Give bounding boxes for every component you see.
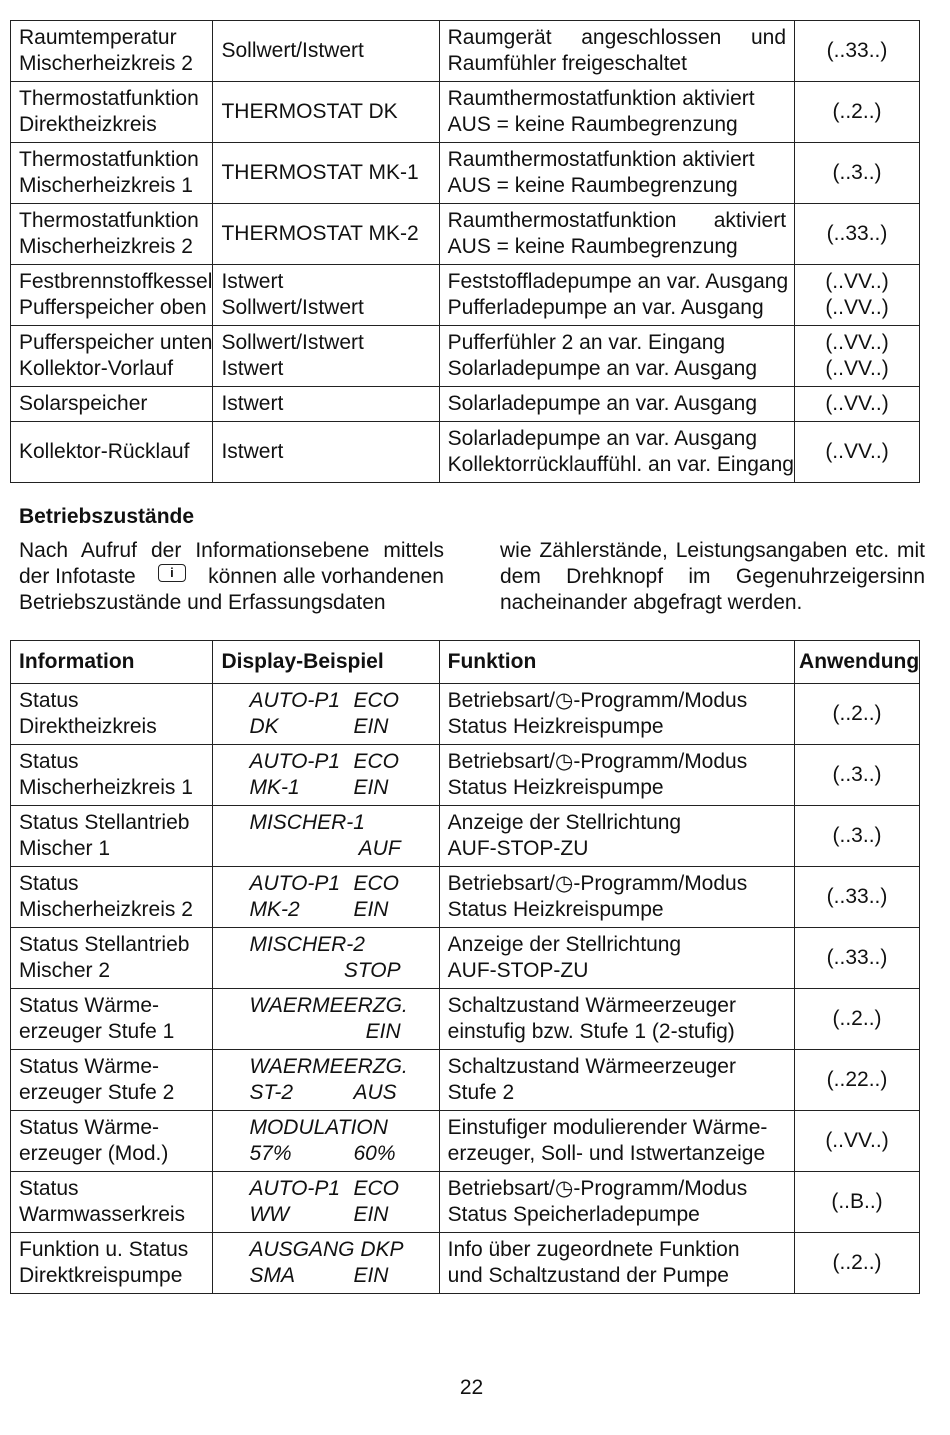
display-line: [249, 993, 430, 1019]
function-cell: [439, 143, 794, 204]
cell-line: Raumtemperatur: [19, 26, 177, 49]
display-cell: [213, 422, 439, 483]
function-cell: [439, 82, 794, 143]
cell-line: Raumthermostatfunktion aktiviert: [447, 209, 787, 232]
display-example-cell: [213, 1050, 439, 1111]
cell-line: Status: [19, 872, 79, 895]
cell-line: Solarladepumpe an var. Ausgang: [447, 357, 758, 380]
cell-line: Solarspeicher: [19, 392, 148, 415]
cell-line: Direktheizkreis: [19, 715, 157, 738]
application-cell: [795, 82, 920, 143]
table-row: [11, 82, 920, 143]
header-display-example: Display-Beispiel: [213, 641, 439, 684]
cell-line: Status: [19, 689, 79, 712]
display-example-cell: [213, 867, 439, 928]
intro-paragraph-left: [19, 538, 444, 616]
cell-line: Mischerheizkreis 1: [19, 776, 193, 799]
display-value: AUSGANG DKP: [249, 1238, 404, 1261]
cell-line: (..VV..): [825, 440, 889, 463]
display-value: DK: [249, 715, 279, 738]
application-cell: [795, 387, 920, 422]
table-row: [11, 806, 920, 867]
function-cell: [439, 21, 794, 82]
cell-line: einstufig bzw. Stufe 1 (2-stufig): [447, 1020, 735, 1043]
cell-line: Istwert: [221, 392, 284, 415]
display-value: WAERMEERZG.: [249, 1055, 408, 1078]
function-cell: [439, 989, 794, 1050]
cell-line: Schaltzustand Wärmeerzeuger: [447, 1055, 736, 1078]
cell-line: Funktion u. Status: [19, 1238, 189, 1261]
paragraph-line: [19, 564, 444, 590]
cell-line: Status Wärme-: [19, 994, 160, 1017]
cell-line: Betriebsart/◷-Programm/Modus: [447, 1177, 748, 1200]
function-cell: [439, 1050, 794, 1111]
cell-line: Istwert: [221, 357, 284, 380]
cell-line: Mischerheizkreis 2: [19, 52, 193, 75]
application-cell: (..33..): [795, 867, 920, 928]
cell-line: Direktkreispumpe: [19, 1264, 183, 1287]
cell-line: (..VV..): [825, 357, 889, 380]
display-line: [249, 1176, 430, 1202]
display-value: ECO: [353, 689, 399, 712]
info-cell: [11, 684, 213, 745]
paragraph-line: nacheinander abgefragt werden.: [500, 591, 803, 614]
display-value: EIN: [353, 776, 389, 799]
display-example-cell: [213, 806, 439, 867]
cell-line: Raumthermostatfunktion aktiviert: [447, 148, 755, 171]
info-cell: [11, 326, 213, 387]
cell-line: Pufferfühler 2 an var. Eingang: [447, 331, 726, 354]
cell-line: Thermostatfunktion: [19, 148, 199, 171]
application-cell: [795, 143, 920, 204]
cell-line: Status Wärme-: [19, 1116, 160, 1139]
cell-line: und Schaltzustand der Pumpe: [447, 1264, 729, 1287]
cell-line: Pufferspeicher oben: [19, 296, 207, 319]
application-cell: [795, 265, 920, 326]
info-cell: [11, 143, 213, 204]
display-line: [249, 1237, 430, 1263]
cell-line: (..33..): [826, 39, 888, 62]
display-example-cell: [213, 928, 439, 989]
table-row: [11, 989, 920, 1050]
paragraph-line: Nach Aufruf der Informationsebene mittels: [19, 539, 444, 562]
cell-line: Betriebsart/◷-Programm/Modus: [447, 750, 748, 773]
application-cell: [795, 204, 920, 265]
display-value: AUTO-P1: [249, 1177, 341, 1200]
cell-line: Betriebsart/◷-Programm/Modus: [447, 872, 748, 895]
cell-line: AUF-STOP-ZU: [447, 959, 589, 982]
cell-line: Istwert: [221, 270, 284, 293]
application-cell: (..2..): [795, 989, 920, 1050]
application-cell: [795, 422, 920, 483]
display-example-cell: [213, 1233, 439, 1294]
table-row: [11, 928, 920, 989]
info-cell: [11, 1050, 213, 1111]
info-cell: [11, 806, 213, 867]
cell-line: Mischerheizkreis 2: [19, 235, 193, 258]
function-cell: [439, 806, 794, 867]
display-line: [249, 1019, 430, 1045]
cell-line: Schaltzustand Wärmeerzeuger: [447, 994, 736, 1017]
cell-line: Mischer 1: [19, 837, 111, 860]
display-value: MK-1: [249, 776, 300, 799]
table-row: [11, 1050, 920, 1111]
application-cell: (..B..): [795, 1172, 920, 1233]
display-value: MISCHER-2: [249, 933, 365, 956]
display-value: 60%: [353, 1142, 396, 1165]
info-cell: [11, 989, 213, 1050]
cell-line: Status Heizkreispumpe: [447, 715, 664, 738]
display-line: [249, 1263, 430, 1289]
display-value: AUTO-P1: [249, 689, 341, 712]
display-example-cell: [213, 1172, 439, 1233]
status-table: [10, 640, 920, 1294]
cell-line: Direktheizkreis: [19, 113, 157, 136]
cell-line: (..VV..): [825, 331, 889, 354]
application-cell: (..2..): [795, 684, 920, 745]
header-function: Funktion: [439, 641, 794, 684]
display-value: EIN: [353, 1203, 389, 1226]
cell-line: Istwert: [221, 440, 284, 463]
status-table-body: [11, 684, 920, 1294]
display-line: [249, 1080, 430, 1106]
display-example-cell: [213, 1111, 439, 1172]
display-line: [249, 1141, 430, 1167]
status-table-header-row: [11, 641, 920, 684]
cell-line: Betriebsart/◷-Programm/Modus: [447, 689, 748, 712]
cell-line: Sollwert/Istwert: [221, 331, 364, 354]
cell-line: Status: [19, 750, 79, 773]
cell-line: Solarladepumpe an var. Ausgang: [447, 427, 758, 450]
info-cell: [11, 1233, 213, 1294]
display-value: MISCHER-1: [249, 811, 365, 834]
function-cell: [439, 684, 794, 745]
display-line: [249, 836, 430, 862]
display-value: SMA: [249, 1264, 295, 1287]
info-cell: [11, 21, 213, 82]
display-line: [249, 688, 430, 714]
table-row: [11, 265, 920, 326]
application-cell: (..VV..): [795, 1111, 920, 1172]
display-line: [249, 871, 430, 897]
cell-line: THERMOSTAT DK: [221, 100, 398, 123]
info-key-icon: i: [158, 564, 186, 582]
cell-line: Kollektor-Vorlauf: [19, 357, 174, 380]
cell-line: Status Stellantrieb: [19, 933, 190, 956]
info-cell: [11, 1172, 213, 1233]
cell-line: Kollektor-Rücklauf: [19, 440, 190, 463]
cell-line: erzeuger (Mod.): [19, 1142, 169, 1165]
cell-line: erzeuger Stufe 1: [19, 1020, 175, 1043]
cell-line: AUS = keine Raumbegrenzung: [447, 113, 738, 136]
display-value: AUS: [353, 1081, 397, 1104]
cell-line: Pufferladepumpe an var. Ausgang: [447, 296, 764, 319]
display-value: EIN: [353, 1264, 389, 1287]
cell-line: Raumgerät angeschlossen und: [447, 26, 787, 49]
info-cell: [11, 745, 213, 806]
cell-line: Thermostatfunktion: [19, 87, 199, 110]
application-cell: [795, 21, 920, 82]
cell-line: Warmwasserkreis: [19, 1203, 186, 1226]
display-value: MODULATION: [249, 1116, 388, 1139]
paragraph-line: wie Zählerstände, Leistungsangaben etc. mit: [500, 539, 925, 562]
display-cell: [213, 204, 439, 265]
display-cell: [213, 21, 439, 82]
paragraph-text: der Infotaste: [19, 565, 136, 588]
application-cell: (..2..): [795, 1233, 920, 1294]
display-cell: [213, 326, 439, 387]
paragraph-line: dem Drehknopf im Gegenuhrzeigersinn: [500, 565, 925, 588]
info-cell: [11, 82, 213, 143]
display-line: [249, 1115, 430, 1141]
cell-line: (..VV..): [825, 270, 889, 293]
display-cell: [213, 82, 439, 143]
table-row: [11, 1233, 920, 1294]
cell-line: Thermostatfunktion: [19, 209, 199, 232]
cell-line: AUS = keine Raumbegrenzung: [447, 174, 738, 197]
function-cell: [439, 387, 794, 422]
table-row: [11, 867, 920, 928]
cell-line: Stufe 2: [447, 1081, 515, 1104]
display-value: AUTO-P1: [249, 750, 341, 773]
cell-line: Status Speicherladepumpe: [447, 1203, 700, 1226]
cell-line: Sollwert/Istwert: [221, 39, 364, 62]
display-value: AUTO-P1: [249, 872, 341, 895]
function-cell: [439, 265, 794, 326]
application-cell: (..22..): [795, 1050, 920, 1111]
info-cell: [11, 387, 213, 422]
table-row: [11, 684, 920, 745]
function-cell: [439, 867, 794, 928]
intro-paragraph-right: [500, 538, 925, 616]
display-value: EIN: [353, 898, 389, 921]
function-cell: [439, 1233, 794, 1294]
info-cell: [11, 204, 213, 265]
display-value: ECO: [353, 750, 399, 773]
display-value: ECO: [353, 1177, 399, 1200]
display-line: [249, 897, 430, 923]
info-cell: [11, 928, 213, 989]
table-row: [11, 1111, 920, 1172]
info-cell: [11, 265, 213, 326]
display-example-cell: [213, 684, 439, 745]
display-value: ST-2: [249, 1081, 294, 1104]
cell-line: erzeuger, Soll- und Istwertanzeige: [447, 1142, 766, 1165]
display-line: [249, 810, 430, 836]
table-row: [11, 422, 920, 483]
table-row: [11, 745, 920, 806]
cell-line: THERMOSTAT MK-1: [221, 161, 419, 184]
cell-line: Anzeige der Stellrichtung: [447, 811, 682, 834]
cell-line: Einstufiger modulierender Wärme-: [447, 1116, 768, 1139]
function-cell: [439, 1111, 794, 1172]
cell-line: Status: [19, 1177, 79, 1200]
info-cell: [11, 867, 213, 928]
table-row: [11, 204, 920, 265]
cell-line: Status Heizkreispumpe: [447, 898, 664, 921]
display-line: [249, 714, 430, 740]
parameter-table: [10, 20, 920, 483]
display-line: [249, 1202, 430, 1228]
parameter-table-body: [11, 21, 920, 483]
cell-line: Mischer 2: [19, 959, 111, 982]
function-cell: [439, 928, 794, 989]
cell-line: Pufferspeicher unten: [19, 331, 213, 354]
display-value: 57%: [249, 1142, 292, 1165]
cell-line: Festbrennstoffkessel: [19, 270, 213, 293]
application-cell: (..3..): [795, 745, 920, 806]
cell-line: (..3..): [832, 161, 882, 184]
function-cell: [439, 745, 794, 806]
cell-line: Status Heizkreispumpe: [447, 776, 664, 799]
info-cell: [11, 1111, 213, 1172]
display-line: [249, 1054, 430, 1080]
table-row: [11, 1172, 920, 1233]
cell-line: Status Wärme-: [19, 1055, 160, 1078]
display-value: WW: [249, 1203, 290, 1226]
table-row: [11, 387, 920, 422]
display-line: [249, 932, 430, 958]
cell-line: (..VV..): [825, 296, 889, 319]
display-value: MK-2: [249, 898, 300, 921]
cell-line: (..VV..): [825, 392, 889, 415]
cell-line: Info über zugeordnete Funktion: [447, 1238, 740, 1261]
cell-line: Raumthermostatfunktion aktiviert: [447, 87, 755, 110]
cell-line: Status Stellantrieb: [19, 811, 190, 834]
cell-line: Sollwert/Istwert: [221, 296, 364, 319]
display-line: [249, 958, 430, 984]
display-value: EIN: [365, 1020, 401, 1043]
display-cell: [213, 387, 439, 422]
paragraph-text: können alle vorhandenen: [208, 565, 444, 588]
function-cell: [439, 326, 794, 387]
display-value: AUF: [358, 837, 401, 860]
paragraph-line: Betriebszustände und Erfassungsdaten: [19, 591, 386, 614]
display-value: EIN: [353, 715, 389, 738]
table-row: [11, 21, 920, 82]
function-cell: [439, 1172, 794, 1233]
info-cell: [11, 422, 213, 483]
cell-line: Feststoffladepumpe an var. Ausgang: [447, 270, 789, 293]
function-cell: [439, 422, 794, 483]
cell-line: THERMOSTAT MK-2: [221, 222, 419, 245]
cell-line: Mischerheizkreis 1: [19, 174, 193, 197]
application-cell: [795, 326, 920, 387]
cell-line: erzeuger Stufe 2: [19, 1081, 175, 1104]
application-cell: (..3..): [795, 806, 920, 867]
display-value: ECO: [353, 872, 399, 895]
display-example-cell: [213, 745, 439, 806]
display-value: STOP: [343, 959, 401, 982]
header-information: Information: [11, 641, 213, 684]
page-number: 22: [459, 1376, 484, 1399]
cell-line: Mischerheizkreis 2: [19, 898, 193, 921]
cell-line: (..33..): [826, 222, 888, 245]
table-row: [11, 143, 920, 204]
display-example-cell: [213, 989, 439, 1050]
header-application: Anwendung: [795, 641, 920, 684]
cell-line: Kollektorrücklauffühl. an var. Eingang: [447, 453, 794, 476]
cell-line: Raumfühler freigeschaltet: [447, 52, 687, 75]
function-cell: [439, 204, 794, 265]
display-line: [249, 775, 430, 801]
display-line: [249, 749, 430, 775]
display-cell: [213, 143, 439, 204]
cell-line: Solarladepumpe an var. Ausgang: [447, 392, 758, 415]
cell-line: Anzeige der Stellrichtung: [447, 933, 682, 956]
application-cell: (..33..): [795, 928, 920, 989]
cell-line: AUS = keine Raumbegrenzung: [447, 235, 738, 258]
section-title: Betriebszustände: [19, 505, 195, 528]
cell-line: AUF-STOP-ZU: [447, 837, 589, 860]
table-row: [11, 326, 920, 387]
cell-line: (..2..): [832, 100, 882, 123]
display-cell: [213, 265, 439, 326]
display-value: WAERMEERZG.: [249, 994, 408, 1017]
